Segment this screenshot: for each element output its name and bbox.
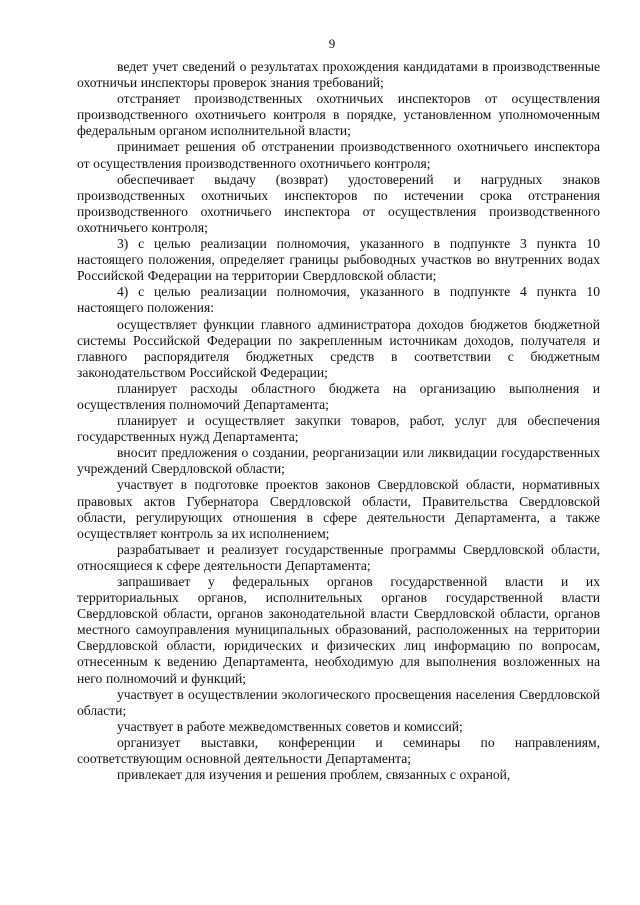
paragraph: 4) с целью реализации полномочия, указанного в подпункте 4 пункта 10 настоящего положения:	[77, 284, 600, 316]
paragraph: обеспечивает выдачу (возврат) удостоверений и нагрудных знаков производственных охотничьих инспекторов по истечении срока отстранения производственного охотничьего инспектора от осуществления производственного охотничьего контроля;	[77, 171, 600, 235]
paragraph: участвует в подготовке проектов законов Свердловской области, нормативных правовых актов Губернатора Свердловской области, Правительства Свердловской области, регулирующих отношения в сфере деятельности Департамента, а также осуществляет контроль за их исполнением;	[77, 477, 600, 541]
paragraph: участвует в осуществлении экологического просвещения населения Свердловской области;	[77, 686, 600, 718]
paragraph: отстраняет производственных охотничьих инспекторов от осуществления производственного охотничьего контроля в порядке, установленном уполномоченным федеральным органом исполнительной власти;	[77, 91, 600, 139]
paragraph: осуществляет функции главного администратора доходов бюджетов бюджетной системы Российской Федерации по закрепленным источникам доходов, получателя и главного распорядителя бюджетных средств в соответствии с бюджетным законодательством Российской Федерации;	[77, 316, 600, 380]
paragraph: принимает решения об отстранении производственного охотничьего инспектора от осуществления производственного охотничьего контроля;	[77, 139, 600, 171]
paragraph: планирует и осуществляет закупки товаров, работ, услуг для обеспечения государственных нужд Департамента;	[77, 413, 600, 445]
page-number: 9	[328, 36, 336, 51]
paragraph: участвует в работе межведомственных советов и комиссий;	[117, 718, 463, 734]
paragraph: организует выставки, конференции и семинары по направлениям, соответствующим основной деятельности Департамента;	[77, 734, 600, 767]
paragraph: запрашивает у федеральных органов государственной власти и их территориальных органов, исполнительных органов государственной власти Свердловской области, органов законодательной власти Свердловской области, органов местного самоуправления муниципальных образований, расположенных на территории Свердловской области, юридических и физических лиц информацию по вопросам, отнесенным к ведению Департамента, необходимую для выполнения возложенных на него полномочий и функций;	[77, 574, 600, 686]
paragraph: планирует расходы областного бюджета на организацию выполнения и осуществления полномочий Департамента;	[77, 380, 600, 412]
document-body	[77, 59, 600, 783]
paragraph: вносит предложения о создании, реорганизации или ликвидации государственных учреждений Свердловской области;	[77, 445, 600, 477]
paragraph: 3) с целью реализации полномочия, указанного в подпункте 3 пункта 10 настоящего положения, определяет границы рыбоводных участков во внутренних водах Российской Федерации на территории Свердловской области;	[77, 236, 600, 284]
paragraph: ведет учет сведений о результатах прохождения кандидатами в производственные охотничьи инспекторы проверок знания требований;	[77, 59, 600, 91]
paragraph: привлекает для изучения и решения проблем, связанных с охраной,	[117, 767, 511, 783]
paragraph: разрабатывает и реализует государственные программы Свердловской области, относящиеся к сфере деятельности Департамента;	[77, 541, 600, 573]
